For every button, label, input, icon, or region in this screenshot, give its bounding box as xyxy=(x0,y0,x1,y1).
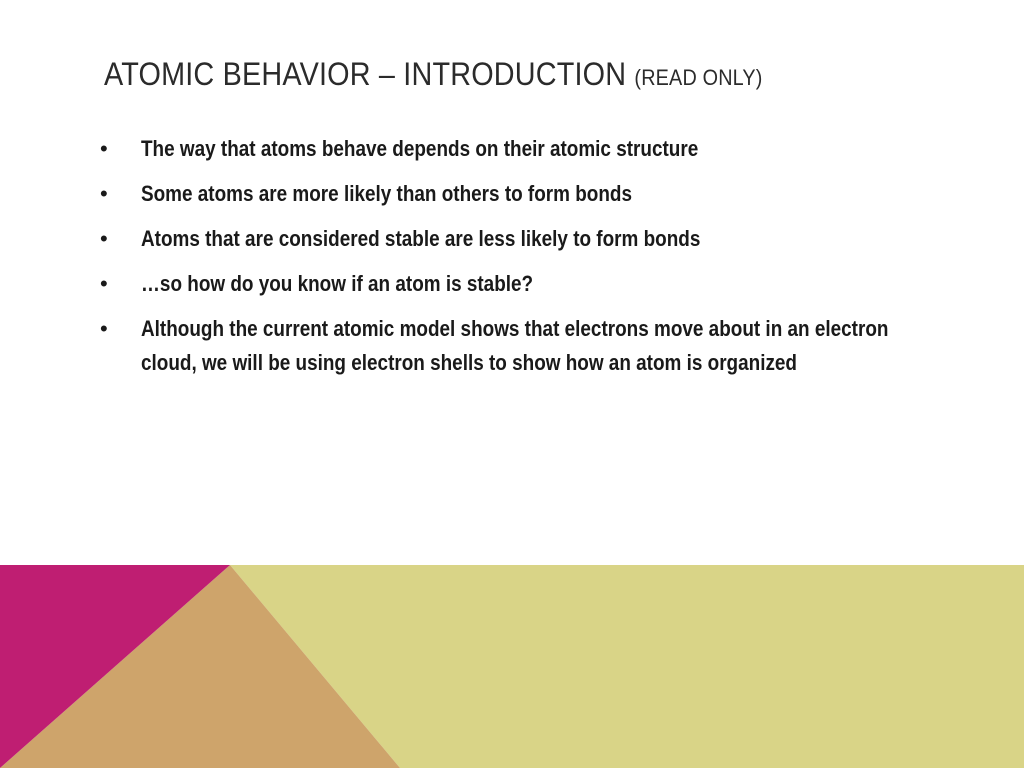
bullet-icon: • xyxy=(100,226,108,251)
bullet-item xyxy=(100,267,920,301)
bullet-icon: • xyxy=(100,136,108,161)
bullet-item xyxy=(100,222,920,256)
footer-decoration xyxy=(0,565,1024,768)
bullet-text: …so how do you know if an atom is stable? xyxy=(141,271,534,296)
bullet-item xyxy=(100,312,921,380)
bullet-item xyxy=(100,177,920,211)
bullet-icon: • xyxy=(100,181,108,206)
bullet-icon: • xyxy=(100,271,108,296)
slide-title-main: ATOMIC BEHAVIOR – INTRODUCTION xyxy=(104,56,627,92)
bullet-icon: • xyxy=(100,316,108,341)
bullet-text: Atoms that are considered stable are less likely to form bonds xyxy=(141,226,701,251)
bullet-item xyxy=(100,132,920,166)
slide-title-subtitle: (READ ONLY) xyxy=(634,65,763,90)
bullet-list xyxy=(100,132,920,391)
bullet-text: The way that atoms behave depends on their atomic structure xyxy=(141,136,699,161)
bullet-text: Some atoms are more likely than others to form bonds xyxy=(141,181,632,206)
slide-title xyxy=(104,54,763,98)
bullet-text: Although the current atomic model shows that electrons move about in an electron cloud, we will be using electron shells to show how an atom is organized xyxy=(141,316,889,375)
